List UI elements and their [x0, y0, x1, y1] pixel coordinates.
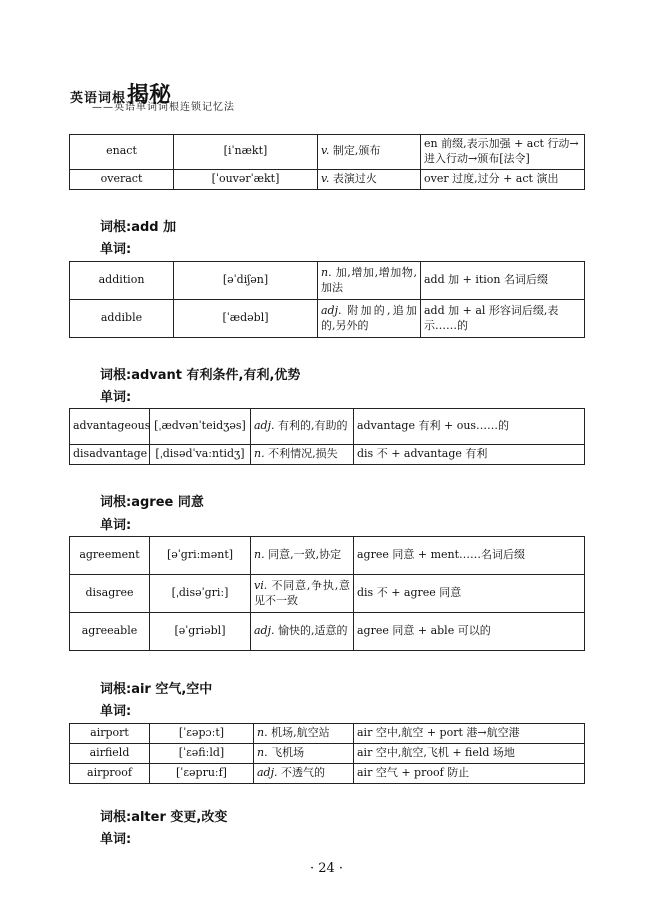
root-heading-advant: 词根:advant 有利条件,有利,优势 — [100, 368, 301, 383]
table-row — [70, 445, 585, 465]
phonetic-cell: [iˈnækt] — [174, 135, 318, 170]
phonetic-cell: [ˌdisədˈvaːntidʒ] — [150, 445, 251, 465]
part-of-speech: v. — [321, 144, 330, 158]
word-cell: overact — [70, 169, 174, 189]
words-label: 单词: — [100, 832, 132, 847]
etymology-cell: advantage 有利 + ous……的 — [354, 409, 585, 445]
phonetic-cell: [ˈɛəpruːf] — [150, 763, 254, 783]
part-of-speech: adj. — [257, 765, 278, 779]
table-row — [70, 300, 585, 338]
part-of-speech: n. — [321, 265, 332, 279]
etymology-cell: dis 不 + advantage 有利 — [354, 445, 585, 465]
word-cell: disagree — [70, 575, 150, 613]
word-cell: advantageous — [70, 409, 150, 445]
phonetic-cell: [ˈædəbl] — [174, 300, 318, 338]
vocab-table-air — [69, 723, 585, 784]
definition-cell — [318, 169, 421, 189]
phonetic-cell: [əˈdiʃən] — [174, 262, 318, 300]
vocab-table-agree — [69, 536, 585, 651]
table-row — [70, 262, 585, 300]
words-label: 单词: — [100, 390, 132, 405]
definition-text: 不透气的 — [281, 765, 326, 779]
word-cell: addition — [70, 262, 174, 300]
part-of-speech: n. — [254, 548, 265, 562]
phonetic-cell: [ˌædvənˈteidʒəs] — [150, 409, 251, 445]
root-heading-alter: 词根:alter 变更,改变 — [100, 810, 228, 825]
definition-cell — [251, 445, 354, 465]
definition-cell — [251, 537, 354, 575]
definition-cell — [254, 724, 354, 744]
table-row — [70, 537, 585, 575]
part-of-speech: n. — [257, 726, 268, 739]
table-row — [70, 613, 585, 651]
phonetic-cell: [ˌdisəˈgriː] — [150, 575, 251, 613]
part-of-speech: vi. — [254, 578, 268, 592]
part-of-speech: adj. — [254, 419, 275, 433]
definition-text: 不同意,争执,意见不一致 — [254, 578, 350, 607]
word-cell: agreement — [70, 537, 150, 575]
definition-cell — [318, 135, 421, 170]
word-cell: disadvantage — [70, 445, 150, 465]
part-of-speech: adj. — [254, 624, 275, 638]
etymology-cell: dis 不 + agree 同意 — [354, 575, 585, 613]
definition-cell — [251, 409, 354, 445]
definition-text: 飞机场 — [271, 745, 305, 759]
definition-cell — [251, 613, 354, 651]
definition-cell — [318, 262, 421, 300]
phonetic-cell: [ˈɛəfiːld] — [150, 743, 254, 763]
definition-text: 愉快的,适意的 — [278, 624, 348, 638]
root-heading-add: 词根:add 加 — [100, 220, 177, 235]
etymology-cell: air 空中,航空,飞机 + field 场地 — [354, 743, 585, 763]
table-row — [70, 575, 585, 613]
etymology-cell: add 加 + al 形容词后缀,表示……的 — [421, 300, 585, 338]
definition-text: 有利的,有助的 — [278, 419, 348, 433]
table-row — [70, 724, 585, 744]
etymology-cell: en 前缀,表示加强 + act 行动→进入行动→颁布[法令] — [421, 135, 585, 170]
word-cell: airport — [70, 724, 150, 744]
words-label: 单词: — [100, 704, 132, 719]
word-cell: addible — [70, 300, 174, 338]
words-label: 单词: — [100, 242, 132, 257]
definition-text: 附加的,追加的,另外的 — [321, 303, 417, 332]
definition-cell — [254, 743, 354, 763]
word-cell: agreeable — [70, 613, 150, 651]
definition-text: 加,增加,增加物,加法 — [321, 265, 417, 294]
book-brand: 英语词根 — [70, 91, 127, 106]
word-cell: airproof — [70, 763, 150, 783]
vocab-table-advant — [69, 408, 585, 465]
part-of-speech: n. — [257, 745, 268, 759]
part-of-speech: v. — [321, 171, 330, 185]
root-heading-agree: 词根:agree 同意 — [100, 495, 204, 510]
definition-text: 表演过火 — [332, 171, 377, 185]
vocab-table-act — [69, 134, 585, 190]
table-row — [70, 743, 585, 763]
book-subtitle: ——英语单词词根连锁记忆法 — [92, 102, 235, 113]
phonetic-cell: [əˈgriːmənt] — [150, 537, 251, 575]
table-row — [70, 763, 585, 783]
definition-text: 制定,颁布 — [332, 144, 381, 158]
definition-text: 机场,航空站 — [271, 726, 330, 739]
word-cell: enact — [70, 135, 174, 170]
root-heading-air: 词根:air 空气,空中 — [100, 682, 213, 697]
definition-cell — [254, 763, 354, 783]
definition-cell — [251, 575, 354, 613]
etymology-cell: air 空气 + proof 防止 — [354, 763, 585, 783]
phonetic-cell: [əˈgriəbl] — [150, 613, 251, 651]
definition-cell — [318, 300, 421, 338]
word-cell: airfield — [70, 743, 150, 763]
part-of-speech: n. — [254, 447, 265, 460]
phonetic-cell: [ˈouvərˈækt] — [174, 169, 318, 189]
words-label: 单词: — [100, 518, 132, 533]
page-number: · 24 · — [309, 861, 344, 876]
table-row — [70, 135, 585, 170]
etymology-cell: over 过度,过分 + act 演出 — [421, 169, 585, 189]
vocab-table-add — [69, 261, 585, 338]
phonetic-cell: [ˈɛəpɔːt] — [150, 724, 254, 744]
table-row — [70, 409, 585, 445]
definition-text: 同意,一致,协定 — [268, 548, 342, 562]
book-brand-emphasis: 揭秘 — [127, 83, 172, 108]
definition-text: 不利情况,损失 — [268, 447, 338, 460]
etymology-cell: add 加 + ition 名词后缀 — [421, 262, 585, 300]
etymology-cell: agree 同意 + ment……名词后缀 — [354, 537, 585, 575]
etymology-cell: air 空中,航空 + port 港→航空港 — [354, 724, 585, 744]
etymology-cell: agree 同意 + able 可以的 — [354, 613, 585, 651]
part-of-speech: adj. — [321, 303, 342, 317]
table-row — [70, 169, 585, 189]
